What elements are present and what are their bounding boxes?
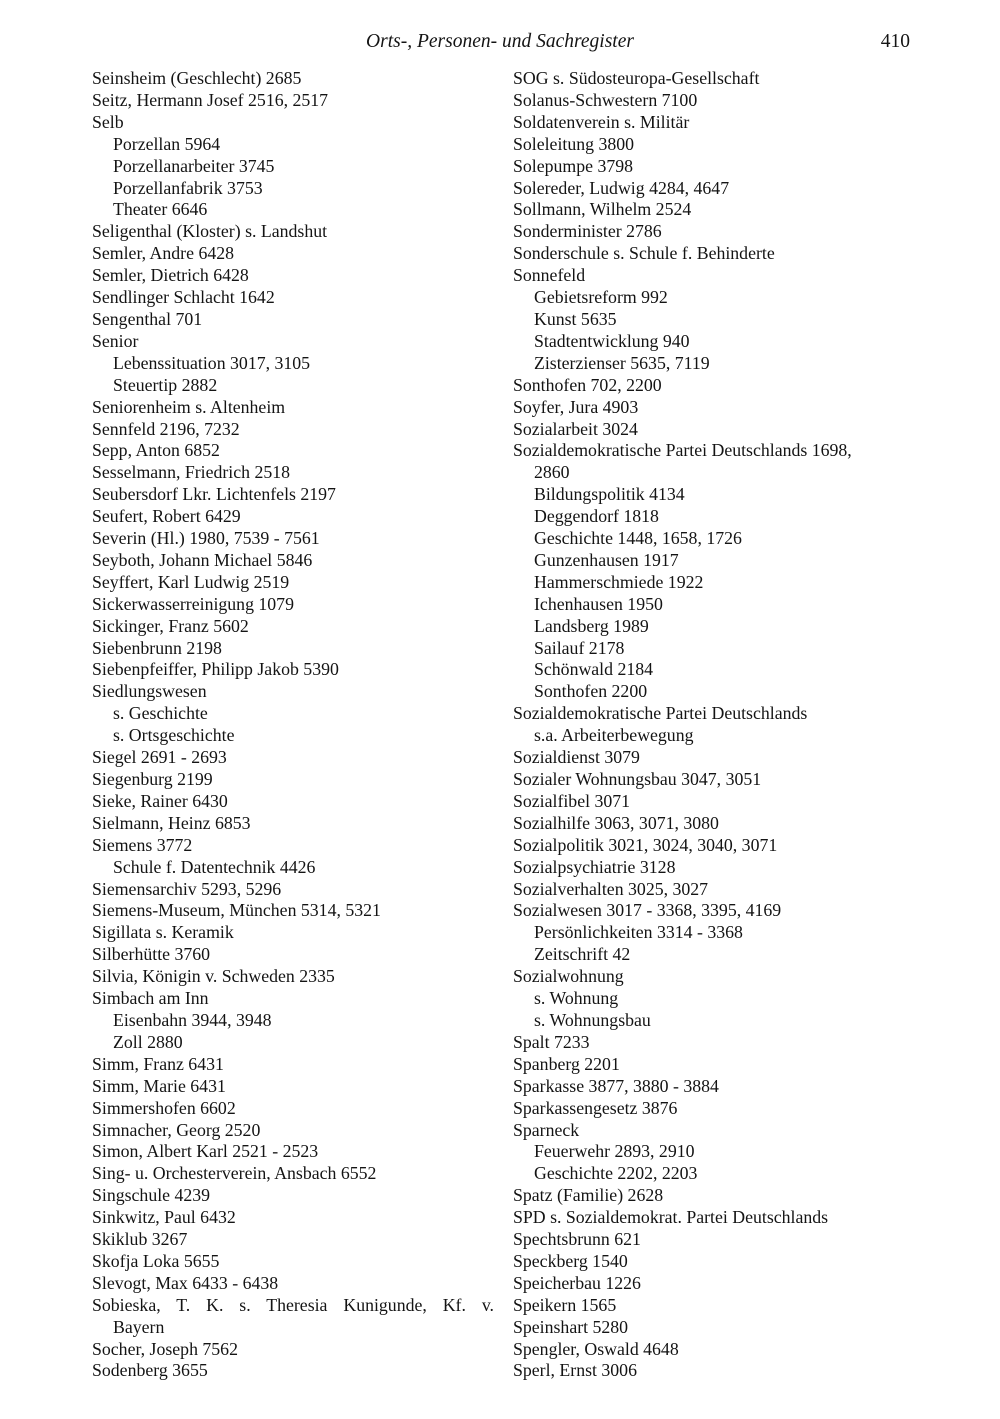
index-subentry: Porzellanarbeiter 3745 bbox=[113, 155, 275, 176]
index-subentry: Persönlichkeiten 3314 - 3368 bbox=[534, 922, 743, 943]
index-entry: Siebenpfeiffer, Philipp Jakob 5390 bbox=[92, 659, 339, 680]
index-entry: Silberhütte 3760 bbox=[92, 944, 211, 965]
index-entry: Siebenbrunn 2198 bbox=[92, 637, 222, 658]
index-entry: Sielmann, Heinz 6853 bbox=[92, 812, 251, 833]
index-subentry: Feuerwehr 2893, 2910 bbox=[534, 1141, 695, 1162]
index-entry: SOG s. Südosteuropa-Gesellschaft bbox=[513, 68, 760, 88]
index-entry: Sonderminister 2786 bbox=[513, 221, 662, 242]
index-subentry: Schule f. Datentechnik 4426 bbox=[113, 856, 316, 877]
index-entry: Sozialdemokratische Partei Deutschlands bbox=[513, 703, 808, 724]
index-entry: Spechtsbrunn 621 bbox=[513, 1229, 641, 1250]
index-entry: Sozialpsychiatrie 3128 bbox=[513, 856, 676, 877]
index-entry: SPD s. Sozialdemokrat. Partei Deutschlands bbox=[513, 1207, 829, 1228]
index-entry: Sigillata s. Keramik bbox=[92, 922, 234, 943]
index-entry: Sozialarbeit 3024 bbox=[513, 418, 638, 439]
index-entry: Siemens-Museum, München 5314, 5321 bbox=[92, 900, 381, 921]
index-subentry: Steuertip 2882 bbox=[113, 374, 218, 395]
index-entry: Solanus-Schwestern 7100 bbox=[513, 89, 698, 110]
index-entry: Sonnefeld bbox=[513, 265, 586, 286]
index-subentry: Landsberg 1989 bbox=[534, 615, 649, 636]
index-entry: Sepp, Anton 6852 bbox=[92, 440, 220, 461]
index-entry: Sennfeld 2196, 7232 bbox=[92, 418, 240, 439]
index-entry: Sing- u. Orchesterverein, Ansbach 6552 bbox=[92, 1163, 377, 1184]
index-entry: Semler, Dietrich 6428 bbox=[92, 265, 249, 286]
index-entry: Skofja Loka 5655 bbox=[92, 1250, 220, 1271]
index-subentry: s. Geschichte bbox=[113, 703, 208, 724]
index-subentry: Zoll 2880 bbox=[113, 1031, 183, 1052]
page-title: Orts-, Personen- und Sachregister bbox=[366, 31, 634, 52]
index-entry: Soldatenverein s. Militär bbox=[513, 111, 690, 132]
index-entry: Siedlungswesen bbox=[92, 681, 207, 702]
index-entry: Silvia, Königin v. Schweden 2335 bbox=[92, 966, 335, 987]
index-entry: Seligenthal (Kloster) s. Landshut bbox=[92, 221, 328, 242]
index-entry: Siemensarchiv 5293, 5296 bbox=[92, 878, 282, 899]
index-entry: Sparneck bbox=[513, 1119, 580, 1140]
index-subentry: Sailauf 2178 bbox=[534, 637, 625, 658]
index-subentry: s. Ortsgeschichte bbox=[113, 725, 235, 746]
index-entry: Sozialverhalten 3025, 3027 bbox=[513, 878, 709, 899]
index-subentry: s.a. Arbeiterbewegung bbox=[534, 725, 694, 746]
index-entry: Speicherbau 1226 bbox=[513, 1272, 641, 1293]
index-entry: Spalt 7233 bbox=[513, 1031, 590, 1052]
index-entry: Sinkwitz, Paul 6432 bbox=[92, 1207, 236, 1228]
index-entry: Soleleitung 3800 bbox=[513, 133, 635, 154]
index-subentry: Zeitschrift 42 bbox=[534, 944, 631, 965]
index-entry: Sparkasse 3877, 3880 - 3884 bbox=[513, 1075, 719, 1096]
index-entry: Sesselmann, Friedrich 2518 bbox=[92, 462, 291, 483]
index-entry: Speinshart 5280 bbox=[513, 1316, 629, 1337]
index-entry: Solereder, Ludwig 4284, 4647 bbox=[513, 177, 730, 198]
index-subentry: Eisenbahn 3944, 3948 bbox=[113, 1009, 272, 1030]
index-entry: Sodenberg 3655 bbox=[92, 1360, 208, 1381]
index-subentry: Theater 6646 bbox=[113, 199, 208, 220]
index-subentry: s. Wohnung bbox=[534, 988, 619, 1009]
index-subentry: Hammerschmiede 1922 bbox=[534, 571, 704, 592]
index-entry: Sobieska, T. K. s. Theresia Kunigunde, Kf. v. bbox=[92, 1294, 494, 1315]
index-entry: Sozialwohnung bbox=[513, 966, 624, 987]
index-entry: Seitz, Hermann Josef 2516, 2517 bbox=[92, 89, 329, 110]
running-head bbox=[0, 27, 1000, 57]
index-entry: Slevogt, Max 6433 - 6438 bbox=[92, 1272, 279, 1293]
index-entry: Speckberg 1540 bbox=[513, 1250, 628, 1271]
index-entry: Sickerwasserreinigung 1079 bbox=[92, 593, 294, 614]
index-entry: Simmershofen 6602 bbox=[92, 1097, 236, 1118]
index-subentry: s. Wohnungsbau bbox=[534, 1009, 651, 1030]
index-subentry: Gebietsreform 992 bbox=[534, 287, 668, 308]
index-subentry: Zisterzienser 5635, 7119 bbox=[534, 352, 710, 373]
index-entry: Solepumpe 3798 bbox=[513, 155, 634, 176]
index-subentry: Ichenhausen 1950 bbox=[534, 593, 663, 614]
index-entry: Sperl, Ernst 3006 bbox=[513, 1360, 637, 1381]
index-entry: Sozialhilfe 3063, 3071, 3080 bbox=[513, 812, 719, 833]
index-entry: Simm, Marie 6431 bbox=[92, 1075, 226, 1096]
index-subentry: Stadtentwicklung 940 bbox=[534, 330, 690, 351]
index-entry: Socher, Joseph 7562 bbox=[92, 1338, 238, 1359]
index-entry: Skiklub 3267 bbox=[92, 1229, 188, 1250]
index-entry: Sendlinger Schlacht 1642 bbox=[92, 287, 275, 308]
index-entry-continuation: 2860 bbox=[534, 462, 570, 483]
index-subentry: Gunzenhausen 1917 bbox=[534, 549, 679, 570]
index-subentry: Deggendorf 1818 bbox=[534, 506, 659, 527]
index-entry: Sonthofen 702, 2200 bbox=[513, 374, 662, 395]
index-column-left bbox=[92, 68, 494, 1382]
index-entry: Siegel 2691 - 2693 bbox=[92, 747, 227, 768]
index-entry: Soyfer, Jura 4903 bbox=[513, 396, 639, 417]
index-entry: Sengenthal 701 bbox=[92, 308, 203, 329]
index-entry: Speikern 1565 bbox=[513, 1294, 617, 1315]
index-subentry: Porzellanfabrik 3753 bbox=[113, 177, 263, 198]
index-entry: Sieke, Rainer 6430 bbox=[92, 790, 228, 811]
index-column-right bbox=[513, 68, 923, 1382]
index-subentry: Kunst 5635 bbox=[534, 308, 617, 329]
index-subentry: Geschichte 1448, 1658, 1726 bbox=[534, 528, 742, 549]
index-entry: Seubersdorf Lkr. Lichtenfels 2197 bbox=[92, 484, 336, 505]
index-entry: Semler, Andre 6428 bbox=[92, 243, 235, 264]
page-number: 410 bbox=[880, 31, 910, 52]
index-entry: Spatz (Familie) 2628 bbox=[513, 1185, 664, 1206]
index-subentry: Schönwald 2184 bbox=[534, 659, 654, 680]
index-entry: Sonderschule s. Schule f. Behinderte bbox=[513, 243, 775, 264]
index-entry: Sozialwesen 3017 - 3368, 3395, 4169 bbox=[513, 900, 782, 921]
index-entry: Seufert, Robert 6429 bbox=[92, 506, 241, 527]
index-entry: Sickinger, Franz 5602 bbox=[92, 615, 249, 636]
index-entry: Senior bbox=[92, 330, 139, 351]
index-subentry: Sonthofen 2200 bbox=[534, 681, 648, 702]
index-entry: Simon, Albert Karl 2521 - 2523 bbox=[92, 1141, 319, 1162]
index-entry: Seinsheim (Geschlecht) 2685 bbox=[92, 68, 302, 88]
index-entry: Seyboth, Johann Michael 5846 bbox=[92, 549, 313, 570]
index-entry: Simbach am Inn bbox=[92, 988, 209, 1009]
index-entry: Singschule 4239 bbox=[92, 1185, 211, 1206]
index-subentry: Geschichte 2202, 2203 bbox=[534, 1163, 698, 1184]
index-entry: Sollmann, Wilhelm 2524 bbox=[513, 199, 692, 220]
index-entry: Spengler, Oswald 4648 bbox=[513, 1338, 679, 1359]
index-entry: Siemens 3772 bbox=[92, 834, 193, 855]
index-entry: Sozialfibel 3071 bbox=[513, 790, 631, 811]
index-entry: Selb bbox=[92, 111, 124, 132]
index-entry: Seniorenheim s. Altenheim bbox=[92, 396, 286, 417]
index-entry: Spanberg 2201 bbox=[513, 1053, 620, 1074]
index-entry: Sozialdemokratische Partei Deutschlands 1698, bbox=[513, 440, 852, 461]
index-entry: Severin (Hl.) 1980, 7539 - 7561 bbox=[92, 528, 320, 549]
index-entry: Siegenburg 2199 bbox=[92, 769, 213, 789]
index-entry: Sozialer Wohnungsbau 3047, 3051 bbox=[513, 769, 762, 789]
index-subentry: Bildungspolitik 4134 bbox=[534, 484, 685, 505]
index-subentry: Lebenssituation 3017, 3105 bbox=[113, 352, 311, 373]
index-entry: Seyffert, Karl Ludwig 2519 bbox=[92, 571, 290, 592]
index-entry: Sozialpolitik 3021, 3024, 3040, 3071 bbox=[513, 834, 778, 855]
index-entry: Simm, Franz 6431 bbox=[92, 1053, 224, 1074]
index-entry: Sparkassengesetz 3876 bbox=[513, 1097, 678, 1118]
index-subentry: Porzellan 5964 bbox=[113, 133, 221, 154]
index-entry-continuation: Bayern bbox=[113, 1316, 165, 1337]
index-entry: Sozialdienst 3079 bbox=[513, 747, 640, 768]
index-entry: Simnacher, Georg 2520 bbox=[92, 1119, 261, 1140]
